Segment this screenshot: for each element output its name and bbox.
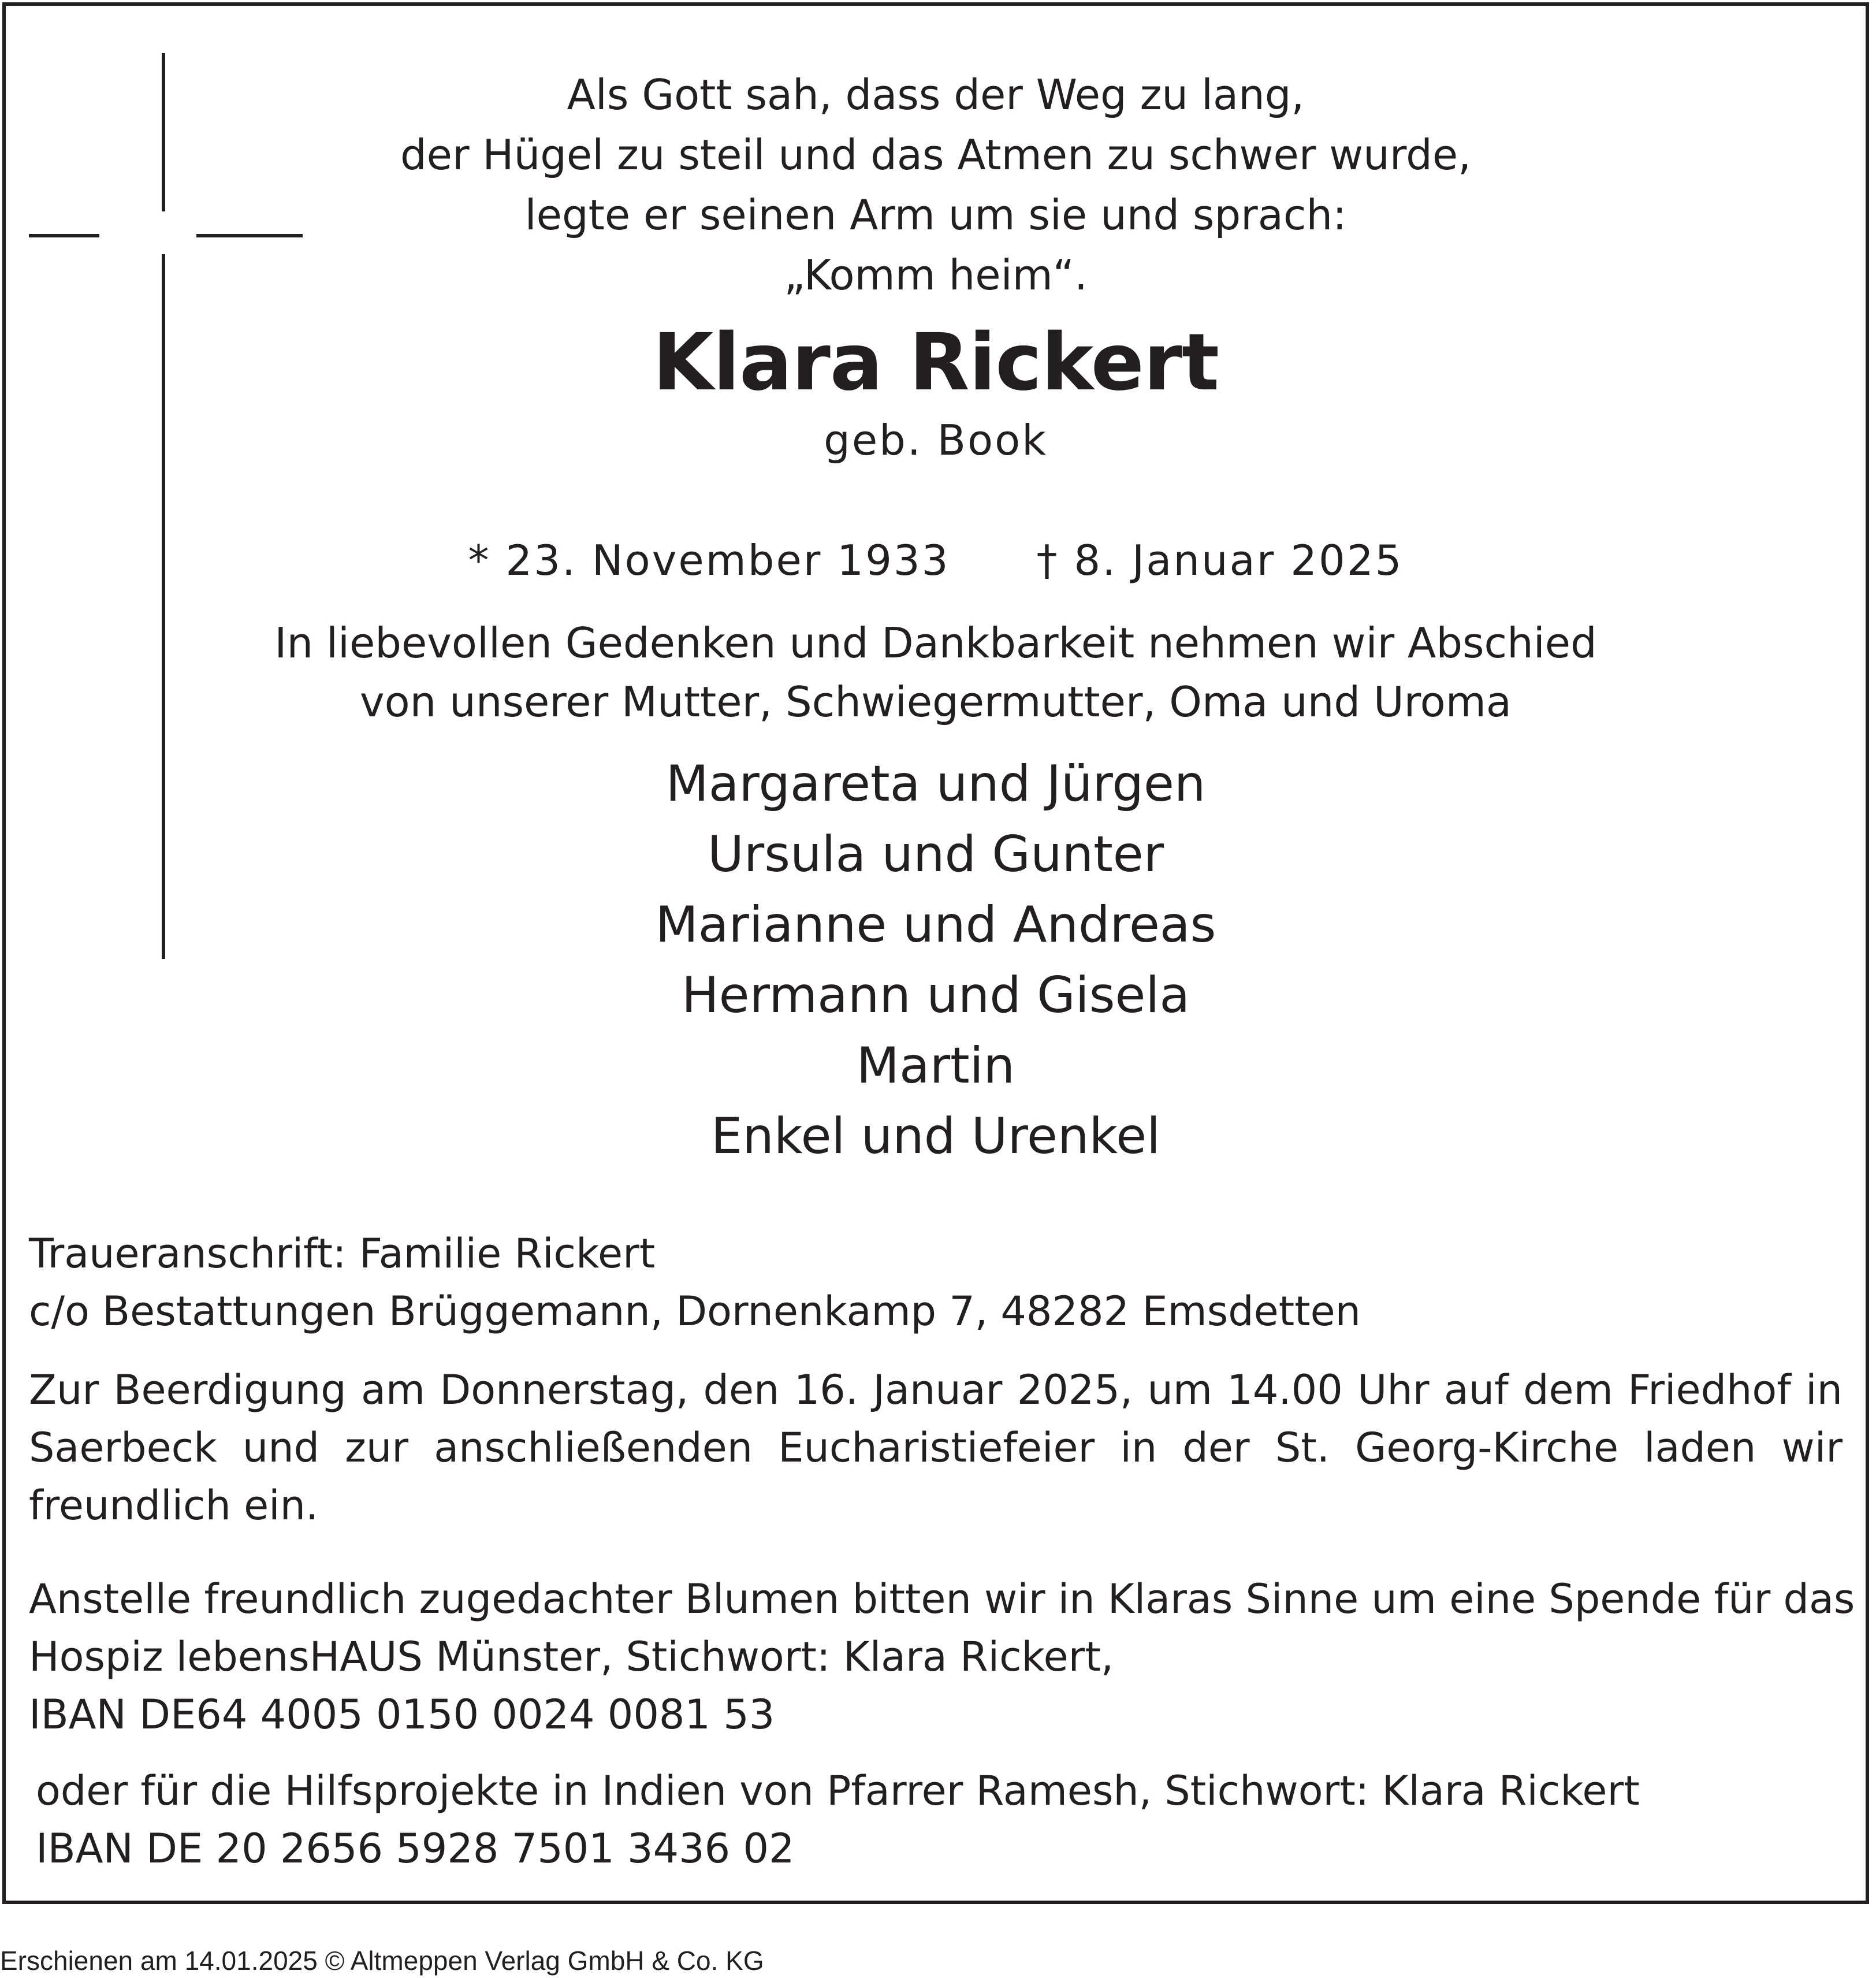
farewell-line: von unserer Mutter, Schwiegermutter, Oma und Uroma: [360, 678, 1512, 726]
publication-footer: Erschienen am 14.01.2025 © Altmeppen Verlag GmbH & Co. KG: [0, 1946, 764, 1976]
mourner: Ursula und Gunter: [707, 826, 1164, 883]
poem-line: der Hügel zu steil und das Atmen zu schwer wurde,: [400, 131, 1472, 179]
address-line: Traueranschrift: Familie Rickert: [29, 1230, 656, 1277]
funeral-info: Zur Beerdigung am Donnerstag, den 16. Januar 2025, um 14.00 Uhr auf dem Friedhof in Saerbeck und zur anschließenden Eucharistiefeier in der St. Georg-Kirche laden wir freundlich ein.: [29, 1366, 1842, 1529]
mourner: Margareta und Jürgen: [665, 755, 1206, 813]
donation-line: Anstelle freundlich zugedachter Blumen bitten wir in Klaras Sinne um eine Spende für das: [29, 1575, 1855, 1623]
farewell-line: In liebevollen Gedenken und Dankbarkeit nehmen wir Abschied: [274, 619, 1597, 667]
birth-date: * 23. November 1933: [468, 536, 950, 585]
donation-alternative: [29, 1762, 1849, 1877]
donation-info: [29, 1570, 1855, 1743]
donation-iban: IBAN DE64 4005 0150 0024 0081 53: [29, 1691, 775, 1738]
poem: [0, 65, 1871, 305]
poem-line: „Komm heim“.: [784, 251, 1088, 299]
poem-line: Als Gott sah, dass der Weg zu lang,: [567, 70, 1305, 119]
donation-line: Hospiz lebensHAUS Münster, Stichwort: Klara Rickert,: [29, 1633, 1114, 1680]
farewell-text: [0, 614, 1871, 731]
birth-name: geb. Book: [824, 416, 1048, 464]
donation-line: oder für die Hilfsprojekte in Indien von Pfarrer Ramesh, Stichwort: Klara Rickert: [36, 1767, 1640, 1815]
life-dates: [0, 531, 1871, 589]
mourner: Martin: [856, 1037, 1015, 1095]
mourners-list: [0, 749, 1871, 1172]
deceased-name: Klara Rickert: [652, 317, 1219, 408]
poem-line: legte er seinen Arm um sie und sprach:: [524, 191, 1347, 239]
address-line: c/o Bestattungen Brüggemann, Dornenkamp 7, 48282 Emsdetten: [29, 1288, 1361, 1335]
donation-iban: IBAN DE 20 2656 5928 7501 3436 02: [36, 1825, 795, 1872]
mourner: Hermann und Gisela: [681, 966, 1190, 1024]
mourner: Enkel und Urenkel: [710, 1107, 1161, 1165]
death-date: † 8. Januar 2025: [1036, 536, 1404, 585]
mourner: Marianne und Andreas: [655, 896, 1216, 954]
mourning-address: [29, 1225, 1842, 1340]
